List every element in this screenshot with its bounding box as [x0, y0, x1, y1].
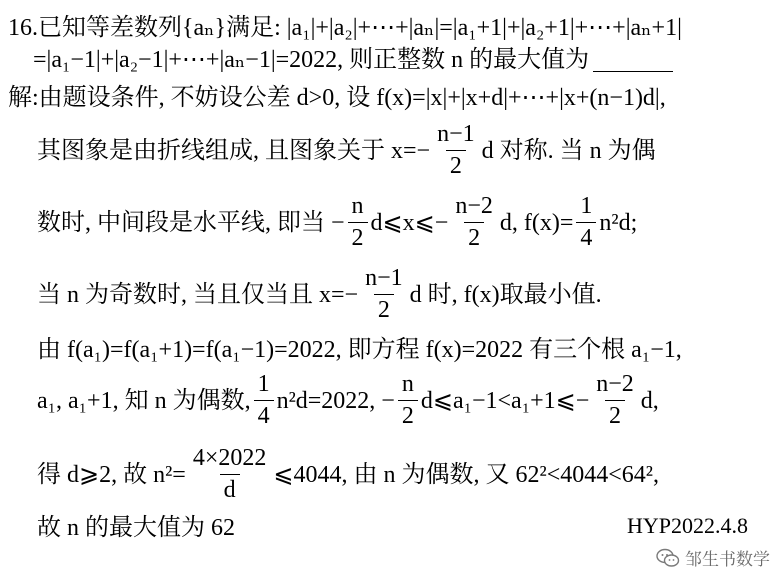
- fraction-denominator: 2: [348, 222, 368, 251]
- fraction-numerator: n−2: [455, 193, 493, 219]
- fraction-denominator: d: [220, 474, 240, 503]
- author-signature: HYP2022.4.8: [626, 513, 748, 538]
- fraction-denominator: 2: [374, 294, 394, 323]
- solution-text: n²d=2022, −: [276, 387, 395, 414]
- answer-blank: [593, 49, 673, 72]
- solution-text: d, f(x)=: [499, 209, 574, 236]
- fraction: [592, 372, 638, 429]
- solution-text: d⩽a₁−1<a₁+1⩽−: [420, 387, 590, 414]
- solution-line-3: [37, 194, 637, 251]
- wechat-icon: [656, 548, 680, 568]
- fraction-numerator: 4×2022: [192, 445, 267, 471]
- solution-line-7: [37, 446, 659, 503]
- fraction-numerator: n−2: [596, 371, 634, 397]
- solution-line-5: [37, 338, 682, 362]
- solution-text: d 时, f(x)取最小值.: [409, 281, 602, 308]
- solution-text: 其图象是由折线组成, 且图象关于 x=−: [37, 137, 431, 164]
- fraction-numerator: n: [401, 371, 414, 397]
- solution-text: n²d;: [599, 209, 638, 236]
- fraction-denominator: 4: [576, 222, 596, 251]
- fraction-numerator: n−1: [365, 265, 403, 291]
- problem-text: =|a₁−1|+|a₂−1|+⋯+|aₙ−1|=2022, 则正整数 n 的最大值为: [33, 47, 590, 73]
- solution-line-1: [8, 86, 666, 110]
- fraction: [348, 194, 368, 251]
- solution-text: 由 f(a₁)=f(a₁+1)=f(a₁−1)=2022, 即方程 f(x)=2022 有三个根 a₁−1,: [37, 337, 682, 363]
- fraction: [576, 194, 596, 251]
- solution-text: 得 d⩾2, 故 n²=: [37, 461, 186, 488]
- fraction-numerator: 1: [257, 371, 270, 397]
- fraction-denominator: 2: [464, 222, 484, 251]
- fraction: [398, 372, 418, 429]
- fraction-numerator: n: [351, 193, 364, 219]
- fraction-denominator: 4: [254, 400, 274, 429]
- solution-text: a₁, a₁+1, 知 n 为偶数,: [37, 387, 251, 414]
- solution-line-8: [37, 516, 235, 540]
- solution-text: d,: [640, 387, 659, 414]
- watermark: [656, 545, 770, 570]
- solution-text: d 对称. 当 n 为偶: [481, 137, 656, 164]
- problem-line-1: [8, 16, 682, 40]
- watermark-text: 邹生书数学: [685, 550, 770, 570]
- fraction-numerator: n−1: [437, 121, 475, 147]
- problem-text: 16.已知等差数列{aₙ}满足: |a₁|+|a₂|+⋯+|aₙ|=|a₁+1|+|a₂+1|+⋯+|aₙ+1|: [8, 15, 682, 41]
- fraction: [451, 194, 497, 251]
- solution-line-4: [37, 266, 602, 323]
- solution-line-6: [37, 372, 659, 429]
- solution-line-2: [37, 122, 656, 179]
- solution-text: ⩽4044, 由 n 为偶数, 又 62²<4044<64²,: [273, 461, 659, 488]
- solution-text: d⩽x⩽−: [370, 209, 449, 236]
- fraction: [433, 122, 479, 179]
- fraction: [361, 266, 407, 323]
- problem-line-2: [33, 48, 673, 72]
- solution-text: 数时, 中间段是水平线, 即当 −: [37, 209, 345, 236]
- fraction-numerator: 1: [580, 193, 593, 219]
- fraction: [189, 446, 271, 503]
- solution-text: 解:由题设条件, 不妨设公差 d>0, 设 f(x)=|x|+|x+d|+⋯+|x+(n−1)d|,: [8, 85, 666, 111]
- solution-text: 当 n 为奇数时, 当且仅当且 x=−: [37, 281, 359, 308]
- fraction-denominator: 2: [446, 150, 466, 179]
- fraction: [254, 372, 274, 429]
- fraction-denominator: 2: [398, 400, 418, 429]
- fraction-denominator: 2: [605, 400, 625, 429]
- solution-text: 故 n 的最大值为 62: [37, 515, 235, 541]
